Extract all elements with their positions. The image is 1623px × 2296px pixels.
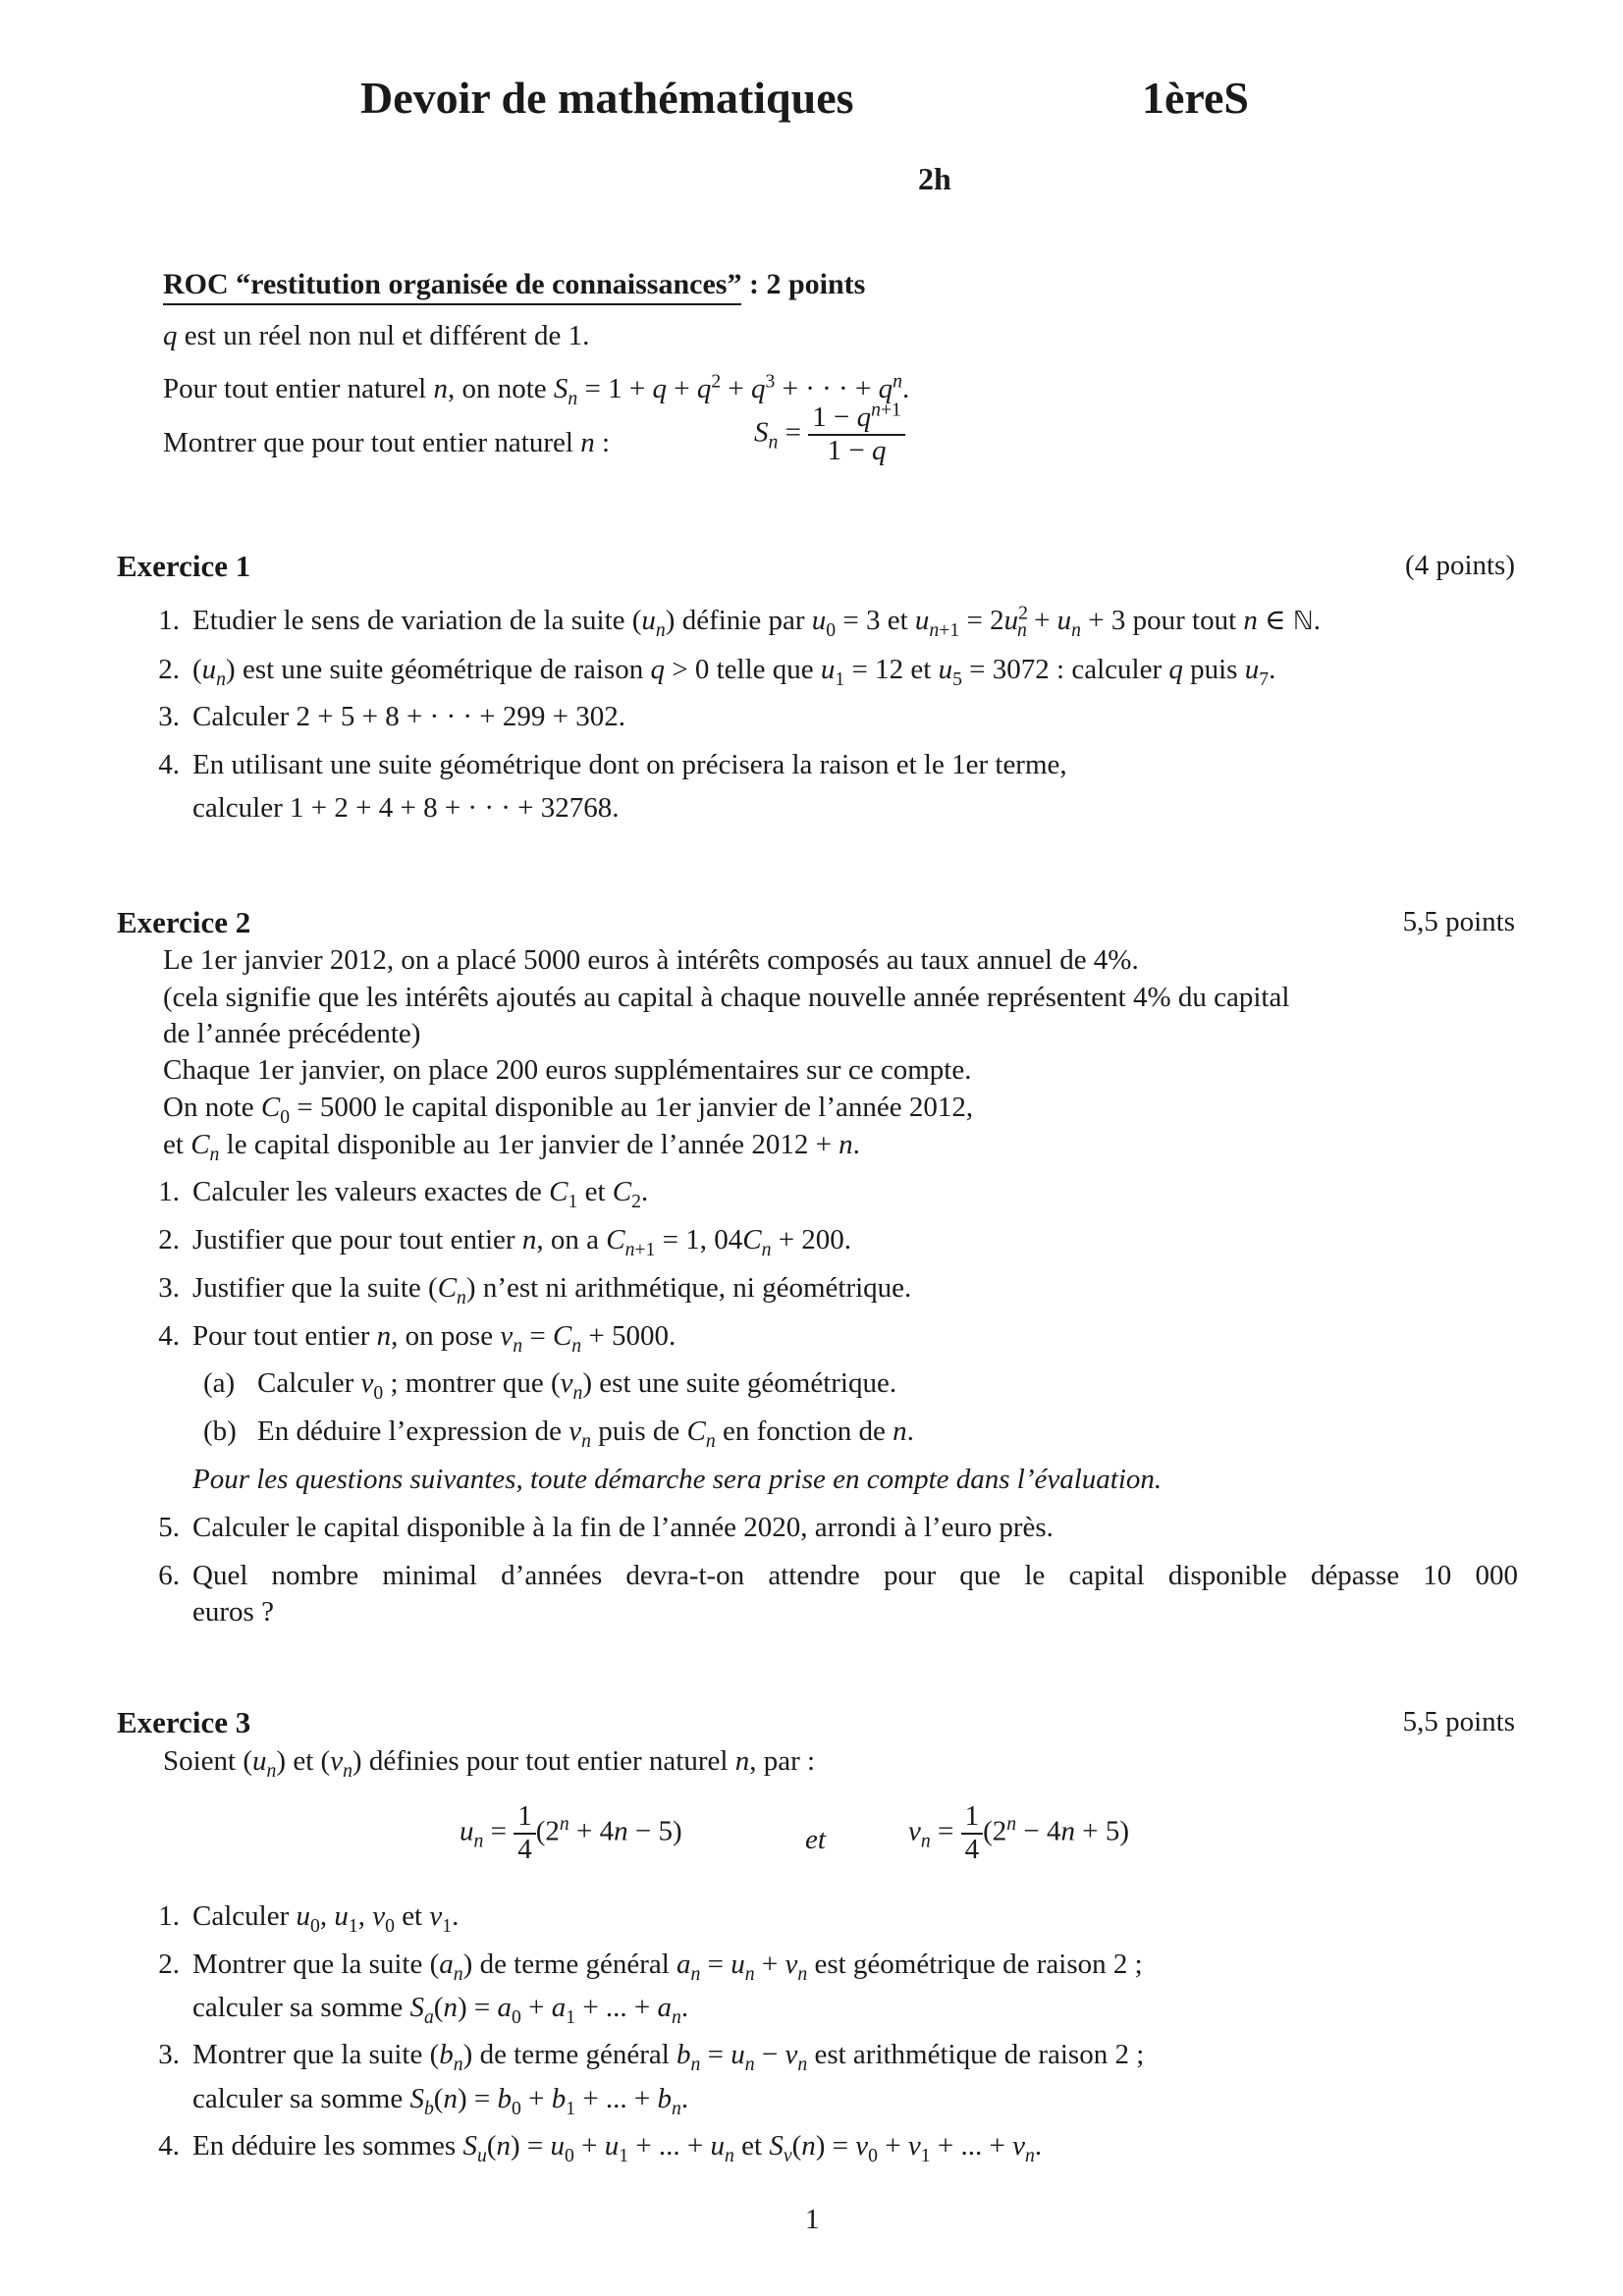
ex2-intro-6: et $C_n$ le capital disponible au 1er janvier de l’année 2012 + n. <box>163 1129 860 1165</box>
ex3-formula-v: $v_n$ = $\frac{1}{4}$ $(2^n - 4n + 5)$ <box>908 1800 1129 1865</box>
list-number: 6. <box>158 1560 180 1591</box>
roc-line-1: q est un réel non nul et différent de 1. <box>163 320 590 351</box>
exercise-3-title: Exercice 3 <box>117 1705 251 1739</box>
ex1-question-1: Etudier le sens de variation de la suite $(u_n)$ définie par $u_0 = 3$ et $u_{n+1} = 2u^2_n + u_n + 3$ pour tout n ∈ ℕ. <box>192 602 1321 641</box>
list-number: 4. <box>158 749 180 780</box>
roc-line-2: Pour tout entier naturel n, on note $S_n = 1 + q + q^2 + q^3$ + · · · + $q^n$. <box>163 370 910 409</box>
list-number: 3. <box>158 701 180 732</box>
ex3-question-2-cont: calculer sa somme $S_a(n) = a_0 + a_1$ + ... + $a_n$. <box>192 1992 689 2028</box>
duration: 2h <box>918 161 951 196</box>
list-number: 2. <box>158 654 180 685</box>
roc-line-3: Montrer que pour tout entier naturel n : <box>163 427 611 458</box>
roc-points: : 2 points <box>741 268 866 300</box>
exercise-2-points: 5,5 points <box>1402 906 1515 937</box>
list-number: 2. <box>158 1224 180 1255</box>
ex2-question-4a-label: (a) <box>203 1367 236 1399</box>
ex3-question-2: Montrer que la suite $(a_n)$ de terme général $a_n = u_n + v_n$ est géométrique de raison 2 ; <box>192 1949 1143 1985</box>
ex2-question-1: Calculer les valeurs exactes de $C_1$ et $C_2$. <box>192 1176 649 1212</box>
list-number: 1. <box>158 605 180 636</box>
ex1-question-3: Calculer 2 + 5 + 8 + · · · + 299 + 302. <box>192 701 625 732</box>
exercise-1-title: Exercice 1 <box>117 549 251 583</box>
roc-heading <box>163 267 865 302</box>
ex1-question-4: En utilisant une suite géométrique dont on précisera la raison et le 1er terme, <box>192 749 1067 780</box>
ex2-intro-2: (cela signifie que les intérêts ajoutés au capital à chaque nouvelle année représentent 4% du capital <box>163 982 1290 1013</box>
list-number: 4. <box>158 2130 180 2162</box>
ex2-intro-5: On note $C_0 = 5000$ le capital disponible au 1er janvier de l’année 2012, <box>163 1092 974 1128</box>
ex3-formula-u: $u_n$ = $\frac{1}{4}$ $(2^n + 4n - 5)$ <box>460 1800 682 1865</box>
ex3-question-3-cont: calculer sa somme $S_b(n) = b_0 + b_1$ + ... + $b_n$. <box>192 2083 689 2119</box>
list-number: 1. <box>158 1900 180 1932</box>
ex1-question-2: $(u_n)$ est une suite géométrique de raison q > 0 telle que $u_1 = 12$ et $u_5 = 3072$ : calculer q puis $u_7$. <box>192 654 1276 690</box>
ex2-question-4: Pour tout entier n, on pose $v_n = C_n + 5000$. <box>192 1320 676 1357</box>
ex2-question-4b: En déduire l’expression de $v_n$ puis de $C_n$ en fonction de n. <box>257 1415 914 1452</box>
list-number: 5. <box>158 1512 180 1543</box>
document-title: Devoir de mathématiques <box>360 73 854 123</box>
ex1-question-4-cont: calculer 1 + 2 + 4 + 8 + · · · + 32768. <box>192 792 620 824</box>
ex2-question-3: Justifier que la suite $(C_n)$ n’est ni arithmétique, ni géométrique. <box>192 1272 912 1308</box>
ex3-question-1: Calculer $u_0$, $u_1$, $v_0$ et $v_1$. <box>192 1900 460 1937</box>
list-number: 3. <box>158 2039 180 2070</box>
ex3-question-3: Montrer que la suite $(b_n)$ de terme général $b_n = u_n - v_n$ est arithmétique de raison 2 ; <box>192 2039 1145 2075</box>
ex2-intro-1: Le 1er janvier 2012, on a placé 5000 euros à intérêts composés au taux annuel de 4%. <box>163 944 1139 976</box>
ex2-question-2: Justifier que pour tout entier n, on a $C_{n+1} = 1$, $04C_n + 200$. <box>192 1224 852 1260</box>
page-number: 1 <box>805 2204 820 2235</box>
list-number: 3. <box>158 1272 180 1304</box>
ex2-question-4a: Calculer $v_0$ ; montrer que $(v_n)$ est une suite géométrique. <box>257 1367 897 1404</box>
list-number: 2. <box>158 1949 180 1980</box>
ex2-question-5: Calculer le capital disponible à la fin de l’année 2020, arrondi à l’euro près. <box>192 1512 1054 1543</box>
ex3-intro: Soient $(u_n)$ et $(v_n)$ définies pour tout entier naturel n, par : <box>163 1745 816 1782</box>
class-label: 1èreS <box>1142 73 1250 123</box>
roc-formula: $S_n$ = $\frac{1 - q^{n+1}}{1 - q}$ <box>754 402 905 467</box>
exercise-1-points: (4 points) <box>1405 550 1515 581</box>
ex2-question-6: Quel nombre minimal d’années devra-t-on attendre pour que le capital disponible dépasse 10 000 <box>192 1560 1518 1591</box>
roc-title: ROC “restitution organisée de connaissances” <box>163 268 741 305</box>
ex2-question-6-cont: euros ? <box>192 1596 274 1628</box>
ex2-intro-4: Chaque 1er janvier, on place 200 euros supplémentaires sur ce compte. <box>163 1054 972 1086</box>
ex3-question-4: En déduire les sommes $S_u(n) = u_0 + u_1$ + ... + $u_n$ et $S_v(n) = v_0 + v_1$ + ... + $v_n$. <box>192 2130 1043 2166</box>
exercise-2-title: Exercice 2 <box>117 905 251 939</box>
list-number: 4. <box>158 1320 180 1352</box>
exercise-3-points: 5,5 points <box>1402 1706 1515 1737</box>
list-number: 1. <box>158 1176 180 1207</box>
ex2-intro-3: de l’année précédente) <box>163 1018 421 1049</box>
ex2-note: Pour les questions suivantes, toute démarche sera prise en compte dans l’évaluation. <box>192 1464 1163 1495</box>
ex2-question-4b-label: (b) <box>203 1415 237 1447</box>
ex3-formula-and: et <box>805 1824 826 1855</box>
